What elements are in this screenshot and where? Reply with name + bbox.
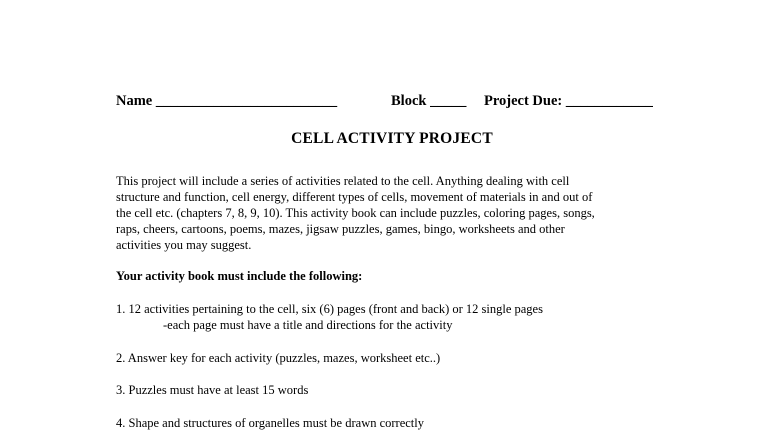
intro-line: the cell etc. (chapters 7, 8, 9, 10). This activity book can include puzzles, coloring pages, songs,	[116, 206, 595, 220]
page-title: CELL ACTIVITY PROJECT	[291, 130, 493, 147]
intro-line: raps, cheers, cartoons, poems, mazes, jigsaw puzzles, games, bingo, worksheets and other	[116, 222, 565, 236]
name-field: Name _________________________	[116, 93, 338, 109]
requirement-item-1: 1. 12 activities pertaining to the cell, six (6) pages (front and back) or 12 single pages	[116, 302, 543, 316]
intro-line: structure and function, cell energy, different types of cells, movement of materials in and out of	[116, 190, 593, 204]
requirement-item-4: 4. Shape and structures of organelles must be drawn correctly	[116, 416, 425, 430]
intro-paragraph	[116, 173, 676, 253]
intro-line: This project will include a series of activities related to the cell. Anything dealing with cell	[116, 174, 570, 188]
project-due-field: Project Due: ____________	[484, 93, 653, 109]
student-info-header	[116, 93, 676, 111]
intro-line: activities you may suggest.	[116, 238, 252, 252]
block-field: Block _____	[391, 93, 467, 109]
requirement-item-2: 2. Answer key for each activity (puzzles, mazes, worksheet etc..)	[116, 351, 441, 365]
requirement-item-3: 3. Puzzles must have at least 15 words	[116, 383, 309, 397]
requirements-heading: Your activity book must include the following:	[116, 269, 363, 283]
requirement-item-1-detail: -each page must have a title and directions for the activity	[163, 318, 453, 332]
